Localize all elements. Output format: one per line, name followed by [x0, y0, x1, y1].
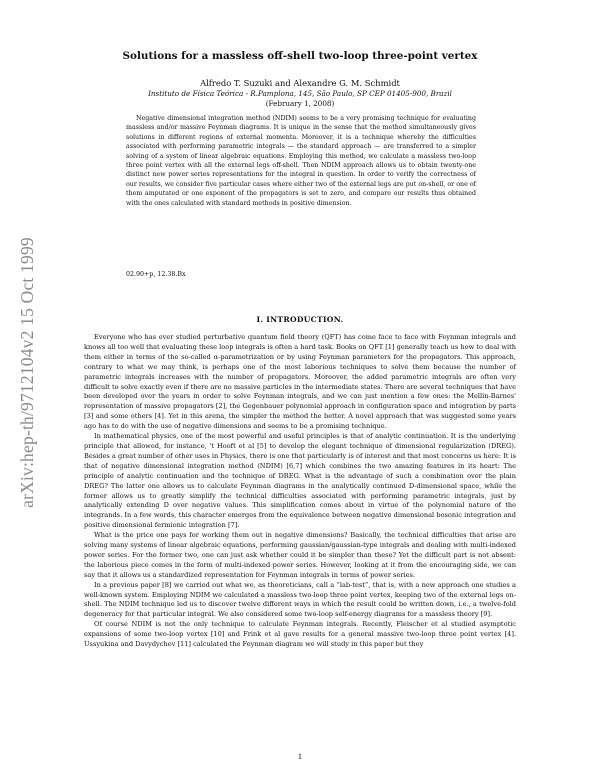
author-list: Alfredo T. Suzuki and Alexandre G. M. Schmidt	[200, 78, 400, 88]
author-affiliation: Instituto de Física Teórica - R.Pamplona, 145, São Paulo, SP CEP 01405-900, Brazil	[148, 89, 452, 98]
page-number: 1	[297, 752, 303, 761]
paper-date: (February 1, 2008)	[265, 99, 335, 108]
pacs-codes: 02.90+p, 12.38.Bx	[126, 271, 186, 278]
arxiv-sidebar-stamp	[12, 162, 42, 582]
body-paragraph: Everyone who has ever studied perturbative quantum field theory (QFT) has come face to face with Feynman integrals and knows all too well that evaluating these loop integrals is often a hard task. Books on QFT [1] generally teach us how to deal with them either in terms of the so-called α-parametrization or by using Feynman parameters for the propagators. This approach, contrary to what we may think, is perhaps one of the most laborious techniques to solve them because the number of parametric integrals increases with the number of propagators. Moreover, the added parametric integrals are often very difficult to solve exactly even if there are no massive particles in the intermediate states. There are several techniques that have been developed over the years in order to solve Feynman integrals, and we can just mention a few ones: the Mellin-Barnes' representation of massive propagators [2], the Gegenbauer polynomial approach in configuration space and integration by parts [3] and some others [4]. Yet in this arena, the simpler the method the better. A novel approach that was suggested some years ago has to do with the use of negative dimensions and seems to be a promising technique.	[84, 333, 516, 431]
arxiv-identifier: arXiv:hep-th/9712104v2 15 Oct 1999	[16, 236, 37, 508]
introduction-body	[84, 333, 516, 650]
body-paragraph: In mathematical physics, one of the most powerful and useful principles is that of analytic continuation. It is the underlying principle that allowed, for instance, 't Hooft et al [5] to develop the elegant technique of dimensional regularization (DREG). Besides a great number of other uses in Physics, there is one that particularly is of interest and that most concerns us here: It is that of negative dimensional integration method (NDIM) [6,7] which combines the two amazing features in its heart: The principle of analytic continuation and the technique of DREG. What is the advantage of such a combination over the plain DREG? The latter one allows us to calculate Feynman diagrams in the analytically continued D-dimensional space, while the former allows us to greatly simplify the technical difficulties associated with performing parametric integrals, just by analytically extending D over negative values. This simplification comes about in virtue of the polynomial nature of the integrands. In a few words, this character emerges from the equivalence between negative dimensional bosonic integration and positive dimensional fermionic integration [7].	[84, 432, 516, 530]
abstract: Negative dimensional integration method (NDIM) seems to be a very promising technique for evaluating massless and/or massive Feynman diagrams. It is unique in the sense that the method simultaneously gives solutions in different regions of external momenta. Moreover, it is a technique whereby the difficulties associated with performing parametric integrals — the standard approach — are transferred to a simpler solving of a system of linear algebraic equations. Employing this method, we calculate a massless two-loop three point vertex with all the external legs off-shell. Then NDIM approach allows us to obtain twenty-one distinct new power series representations for the integral in question. In order to verify the correctness of our results, we consider five particular cases where either two of the external legs are put on-shell, or one of them amputated or one exponent of the propagators is set to zero, and compare our results thus obtained with the ones calculated with standard methods in positive dimension.	[126, 115, 476, 207]
body-paragraph: In a previous paper [8] we carried out what we, as theoreticians, call a “lab-test”, that is, with a new approach one studies a well-known system. Employing NDIM we calculated a massless two-loop three point vertex, keeping two of the external legs on-shell. The NDIM technique led us to discover twelve different ways in which the result could be written down, i.e., a twelve-fold degeneracy for that particular integral. We also considered some two-loop self-energy diagrams for a massless theory [9].	[84, 580, 516, 619]
body-paragraph: Of course NDIM is not the only technique to calculate Feynman integrals. Recently, Fleischer et al studied asymptotic expansions of some two-loop vertex [10] and Frink et al gave results for a general massive two-loop three point vertex [4]. Ussyukina and Davydychev [11] calculated the Feynman diagram we will study in this paper but they	[84, 620, 516, 649]
body-paragraph: What is the price one pays for working them out in negative dimensions? Basically, the technical difficulties that arise are solving many systems of linear algebraic equations, performing gaussian/gaussian-type integrals and dealing with multi-indexed power series. For the former two, one can just ask whether could it be simpler than these? Yet the difficult part is not absent: the laborious piece comes in the form of multi-indexed power series. However, looking at it from the encouraging side, we can say that it allows us a standardized representation for Feynman integrals in terms of power series.	[84, 531, 516, 579]
section-heading: I. INTRODUCTION.	[256, 315, 344, 324]
paper-title: Solutions for a massless off-shell two-loop three-point vertex	[122, 50, 478, 62]
